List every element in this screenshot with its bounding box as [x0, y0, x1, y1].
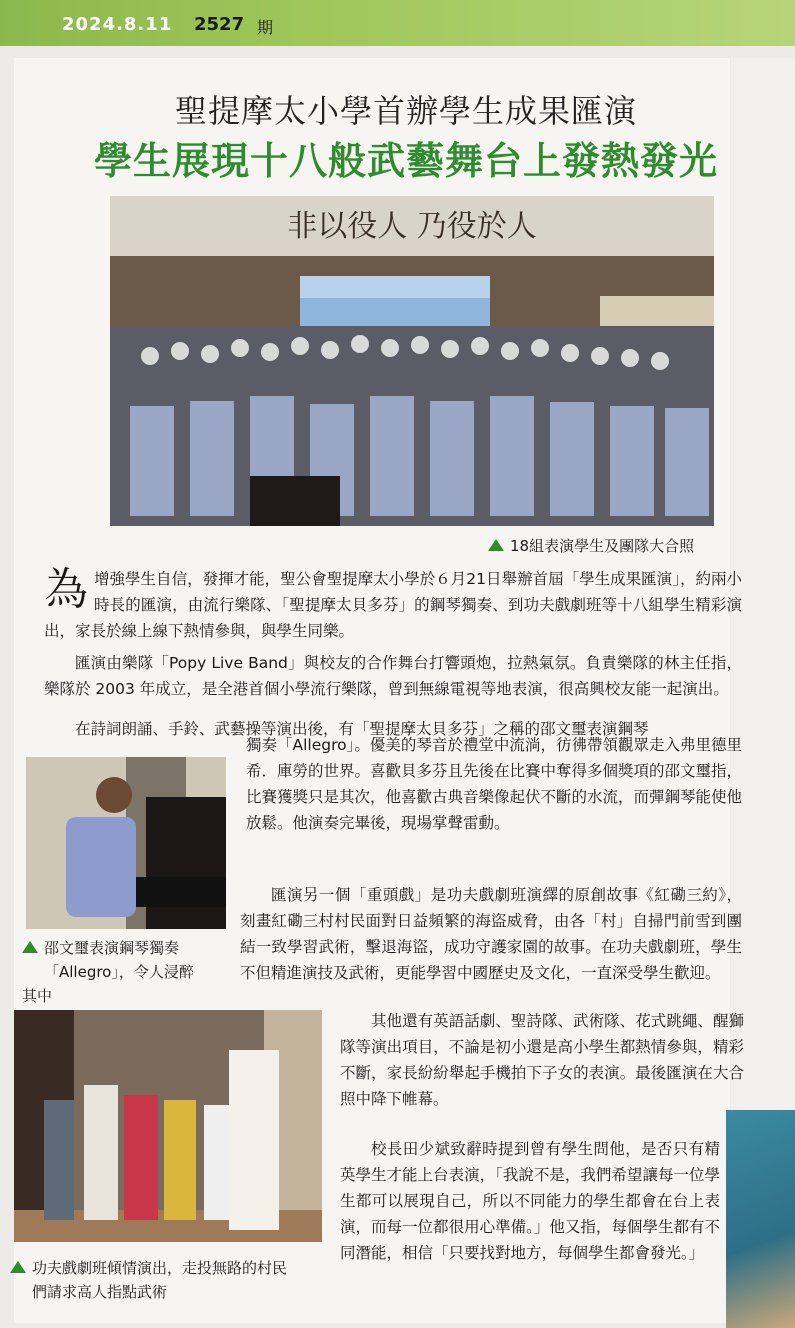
headline-main: 聖提摩太小學首辦學生成果匯演 — [174, 92, 637, 130]
banner-motto: 非以役人 乃役於人 — [287, 209, 537, 244]
issue-date: 2024.8.11 — [62, 14, 173, 35]
article-paragraph-3-lead: 在詩詞朗誦、手鈴、武藝操等演出後，有「聖提摩太貝多芬」之稱的邵文璽表演鋼琴 — [75, 720, 649, 738]
caption-triangle-icon — [488, 539, 504, 551]
issue-unit: 期 — [257, 18, 274, 37]
article-paragraph-3: 獨奏「Allegro」。優美的琴音於禮堂中流淌，彷彿帶領觀眾走入弗里德里希．庫勞的世界。喜歡貝多芬且先後在比賽中奪得多個獎項的邵文璽指，比賽獲獎只是其次，他喜歡古典音樂像起伏不斷的水流，而彈鋼琴能使他放鬆。他演奏完畢後，現場掌聲雷動。 — [246, 736, 743, 832]
headline-sub: 學生展現十八般武藝舞台上發熱發光 — [93, 139, 718, 183]
adjacent-page-image — [726, 1110, 795, 1328]
issue-header-band — [0, 0, 795, 46]
article-paragraph-5: 其他還有英語話劇、聖詩隊、武術隊、花式跳繩、醒獅隊等演出項目，不論是初小還是高小學生都熱情參與，精彩不斷，家長紛紛舉起手機拍下子女的表演。最後匯演在大合照中降下帷幕。 — [340, 1012, 744, 1108]
piano-photo-caption: 邵文璽表演鋼琴獨奏 「Allegro」，令人浸醉 其中 — [22, 939, 194, 1005]
group-photo — [110, 196, 714, 526]
issue-number: 2527 — [194, 14, 245, 35]
piano-photo — [26, 757, 226, 929]
article-paragraph-1: 為增強學生自信，發揮才能，聖公會聖提摩太小學於６月21日舉辦首屆「學生成果匯演」，約兩小時長的匯演，由流行樂隊、「聖提摩太貝多芬」的鋼琴獨奏、到功夫戲劇班等十八組學生精彩演出，家長於線上線下熱情參與，與學生同樂。 — [44, 564, 742, 640]
group-photo-caption: 18組表演學生及團隊大合照 — [488, 534, 694, 558]
caption-triangle-icon — [10, 1261, 26, 1273]
article-paragraph-2: 匯演由樂隊「Popy Live Band」與校友的合作舞台打響頭炮，拉熱氣氛。負責樂隊的林主任指，樂隊於 2003 年成立，是全港首個小學流行樂隊，曾到無線電視等地表演，很高興校友能一起演出。 — [44, 654, 742, 698]
article-paragraph-6: 校長田少斌致辭時提到曾有學生問他，是否只有精英學生才能上台表演，「我說不是，我們希望讓每一位學生都可以展現自己，所以不同能力的學生都會在台上表演，而每一位都很用心準備。」他又指，每個學生都有不同潛能，相信「只要找對地方，每個學生都會發光。」 — [340, 1140, 720, 1262]
caption-triangle-icon — [22, 941, 38, 953]
kungfu-photo — [14, 1010, 322, 1242]
dropcap: 為 — [44, 564, 88, 615]
article-paragraph-4: 匯演另一個「重頭戲」是功夫戲劇班演繹的原創故事《紅磡三約》，刻畫紅磡三村村民面對日益頻繁的海盜威脅，由各「村」自掃門前雪到團結一致學習武術，擊退海盜，成功守護家園的故事。在功夫戲劇班，學生不但精進演技及武術，更能學習中國歷史及文化，一直深受學生歡迎。 — [240, 886, 742, 982]
kungfu-photo-caption: 功夫戲劇班傾情演出，走投無路的村民 們請求高人指點武術 — [10, 1256, 330, 1304]
